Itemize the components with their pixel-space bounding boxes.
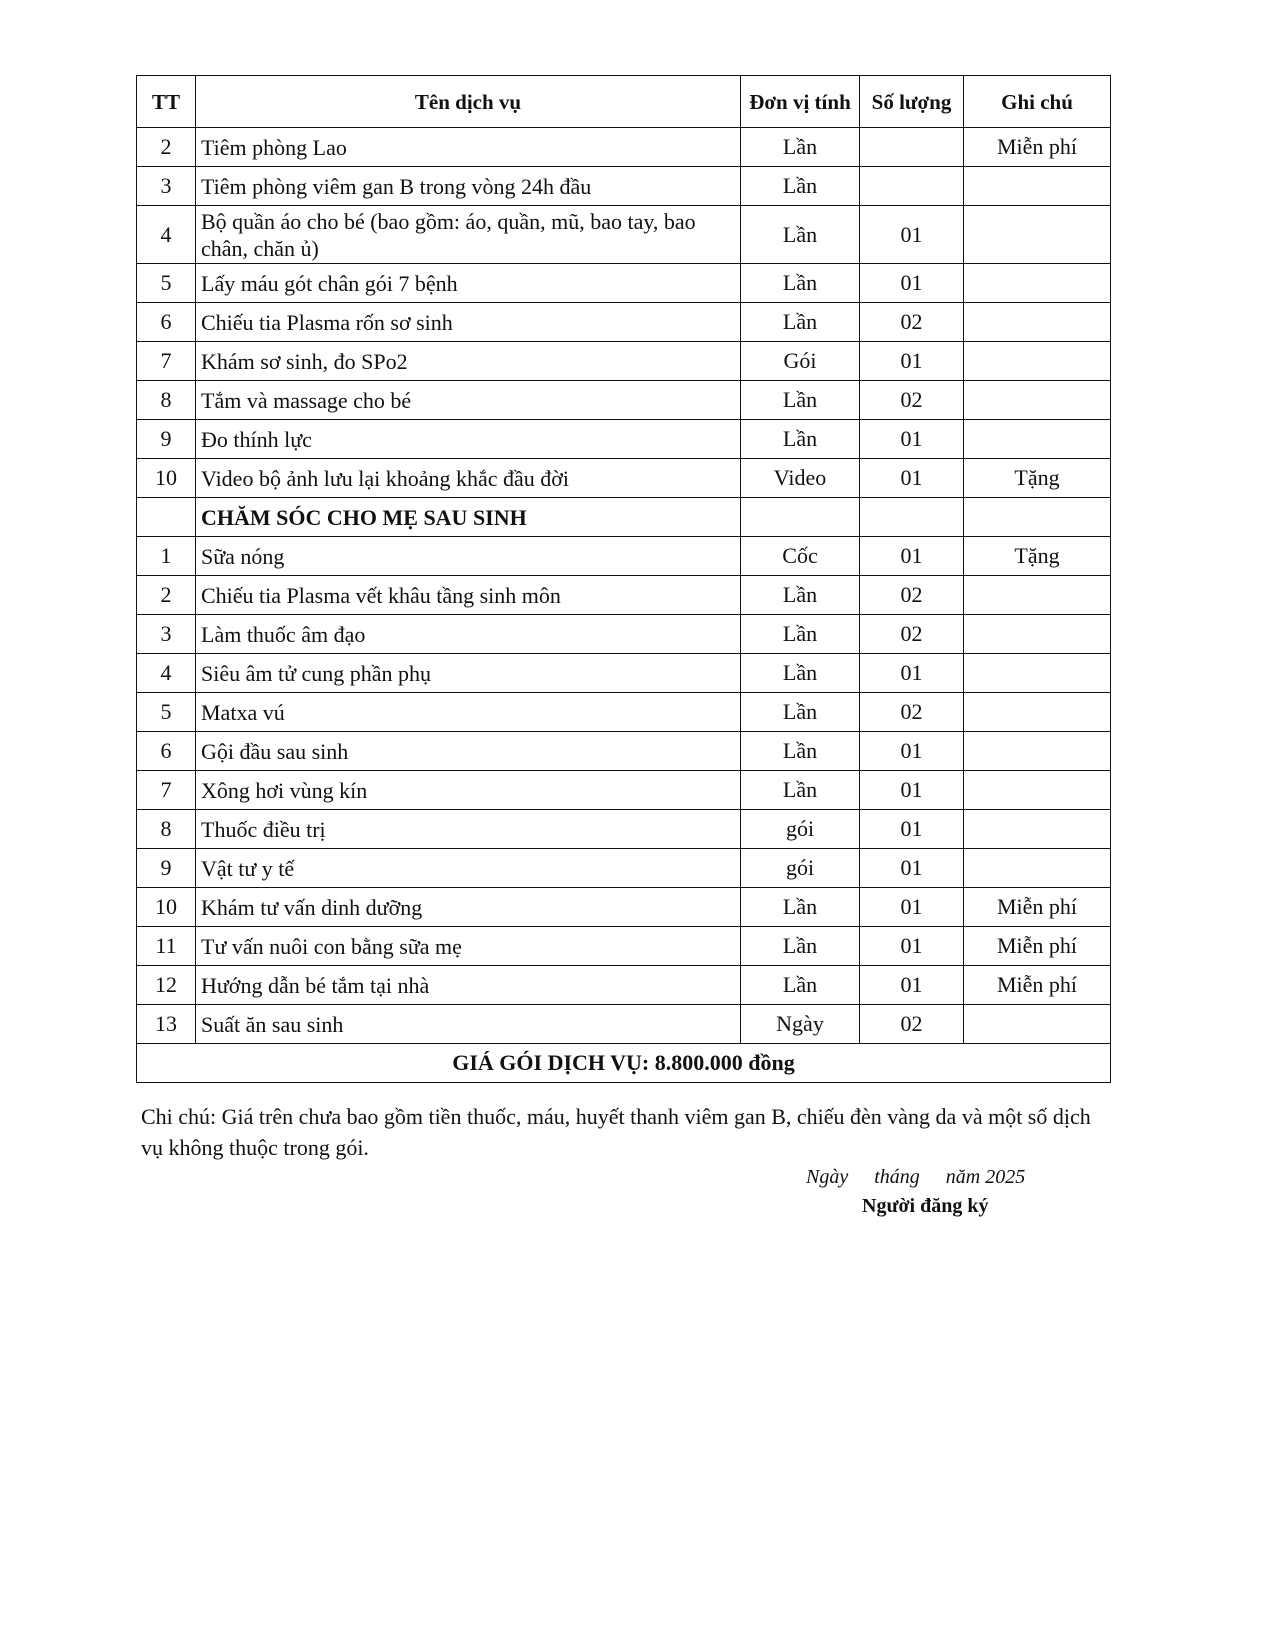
row-tt: 9 [137, 420, 196, 459]
row-tt: 3 [137, 167, 196, 206]
row-name: CHĂM SÓC CHO MẸ SAU SINH [196, 498, 741, 537]
table-row [137, 381, 1111, 420]
table-row [137, 927, 1111, 966]
row-tt: 11 [137, 927, 196, 966]
row-qty: 01 [860, 537, 964, 576]
row-name: Chiếu tia Plasma rốn sơ sinh [196, 303, 741, 342]
row-note [964, 264, 1111, 303]
row-qty: 01 [860, 810, 964, 849]
row-name: Khám tư vấn dinh dưỡng [196, 888, 741, 927]
table-row [137, 167, 1111, 206]
table-row [137, 206, 1111, 264]
row-qty [860, 128, 964, 167]
row-note [964, 303, 1111, 342]
row-note: Tặng [964, 459, 1111, 498]
section-header-row [137, 498, 1111, 537]
row-qty: 01 [860, 771, 964, 810]
row-qty: 02 [860, 1005, 964, 1044]
row-qty: 01 [860, 927, 964, 966]
row-name: Tiêm phòng Lao [196, 128, 741, 167]
row-name: Tư vấn nuôi con bằng sữa mẹ [196, 927, 741, 966]
row-tt: 4 [137, 654, 196, 693]
row-qty: 01 [860, 849, 964, 888]
row-tt: 5 [137, 264, 196, 303]
row-unit: Lần [741, 888, 860, 927]
row-unit [741, 498, 860, 537]
row-unit: Cốc [741, 537, 860, 576]
row-tt: 8 [137, 381, 196, 420]
row-name: Bộ quần áo cho bé (bao gồm: áo, quần, mũ, bao tay, bao chân, chăn ủ) [196, 206, 741, 264]
row-note: Miễn phí [964, 128, 1111, 167]
row-note: Miễn phí [964, 966, 1111, 1005]
row-name: Siêu âm tử cung phần phụ [196, 654, 741, 693]
table-row [137, 1005, 1111, 1044]
row-qty: 01 [860, 459, 964, 498]
row-unit: Lần [741, 615, 860, 654]
row-qty: 02 [860, 615, 964, 654]
header-tt: TT [137, 76, 196, 128]
row-note [964, 167, 1111, 206]
row-note [964, 849, 1111, 888]
row-unit: Video [741, 459, 860, 498]
row-qty: 02 [860, 576, 964, 615]
row-qty: 01 [860, 342, 964, 381]
row-tt [137, 498, 196, 537]
row-tt: 4 [137, 206, 196, 264]
row-note [964, 381, 1111, 420]
table-row [137, 810, 1111, 849]
row-tt: 13 [137, 1005, 196, 1044]
table-row [137, 771, 1111, 810]
row-name: Chiếu tia Plasma vết khâu tầng sinh môn [196, 576, 741, 615]
row-tt: 6 [137, 303, 196, 342]
row-unit: Lần [741, 167, 860, 206]
row-unit: Lần [741, 381, 860, 420]
table-row [137, 615, 1111, 654]
row-tt: 1 [137, 537, 196, 576]
row-unit: Lần [741, 771, 860, 810]
row-note: Miễn phí [964, 888, 1111, 927]
service-table [136, 75, 1111, 1083]
table-row [137, 303, 1111, 342]
row-qty: 02 [860, 303, 964, 342]
row-tt: 2 [137, 576, 196, 615]
table-header-row [137, 76, 1111, 128]
table-row [137, 537, 1111, 576]
row-qty: 01 [860, 888, 964, 927]
row-note [964, 1005, 1111, 1044]
row-tt: 3 [137, 615, 196, 654]
row-name: Tiêm phòng viêm gan B trong vòng 24h đầu [196, 167, 741, 206]
row-note [964, 342, 1111, 381]
row-note [964, 498, 1111, 537]
row-unit: Lần [741, 732, 860, 771]
row-note [964, 615, 1111, 654]
row-tt: 6 [137, 732, 196, 771]
row-note [964, 693, 1111, 732]
row-note [964, 732, 1111, 771]
row-note [964, 420, 1111, 459]
table-row [137, 128, 1111, 167]
row-unit: gói [741, 810, 860, 849]
header-qty: Số lượng [860, 76, 964, 128]
row-tt: 10 [137, 459, 196, 498]
row-name: Gội đầu sau sinh [196, 732, 741, 771]
row-unit: Lần [741, 966, 860, 1005]
table-row [137, 849, 1111, 888]
row-name: Thuốc điều trị [196, 810, 741, 849]
table-row [137, 888, 1111, 927]
row-qty: 01 [860, 264, 964, 303]
row-qty: 02 [860, 693, 964, 732]
row-name: Matxa vú [196, 693, 741, 732]
table-row [137, 576, 1111, 615]
row-note [964, 206, 1111, 264]
row-unit: Lần [741, 303, 860, 342]
row-tt: 7 [137, 342, 196, 381]
row-qty: 01 [860, 654, 964, 693]
row-tt: 7 [137, 771, 196, 810]
row-qty: 01 [860, 732, 964, 771]
table-row [137, 264, 1111, 303]
row-name: Lấy máu gót chân gói 7 bệnh [196, 264, 741, 303]
row-qty [860, 498, 964, 537]
row-unit: Lần [741, 128, 860, 167]
header-name: Tên dịch vụ [196, 76, 741, 128]
row-name: Hướng dẫn bé tắm tại nhà [196, 966, 741, 1005]
row-name: Khám sơ sinh, đo SPo2 [196, 342, 741, 381]
row-note: Miễn phí [964, 927, 1111, 966]
row-note [964, 810, 1111, 849]
footnote: Chi chú: Giá trên chưa bao gồm tiền thuốc, máu, huyết thanh viêm gan B, chiếu đèn vàng da và một số dịch vụ không thuộc trong gói. [141, 1104, 1091, 1160]
total-row [137, 1044, 1111, 1083]
row-name: Video bộ ảnh lưu lại khoảng khắc đầu đời [196, 459, 741, 498]
header-unit: Đơn vị tính [741, 76, 860, 128]
row-unit: Lần [741, 927, 860, 966]
row-tt: 8 [137, 810, 196, 849]
table-body [137, 128, 1111, 1044]
date-year-label: năm 2025 [945, 1166, 1026, 1188]
table-row [137, 693, 1111, 732]
row-unit: gói [741, 849, 860, 888]
signer-label: Người đăng ký [862, 1195, 989, 1217]
date-day-label: Ngày [806, 1166, 849, 1188]
row-qty: 01 [860, 206, 964, 264]
row-unit: Lần [741, 206, 860, 264]
row-name: Đo thính lực [196, 420, 741, 459]
row-unit: Gói [741, 342, 860, 381]
row-qty: 01 [860, 966, 964, 1005]
row-tt: 9 [137, 849, 196, 888]
total-price: GIÁ GÓI DỊCH VỤ: 8.800.000 đồng [137, 1044, 1111, 1083]
row-qty: 02 [860, 381, 964, 420]
header-note: Ghi chú [964, 76, 1111, 128]
row-name: Tắm và massage cho bé [196, 381, 741, 420]
row-unit: Lần [741, 576, 860, 615]
row-unit: Lần [741, 264, 860, 303]
table-row [137, 459, 1111, 498]
table-row [137, 654, 1111, 693]
signature-date [806, 1166, 1051, 1189]
row-unit: Lần [741, 693, 860, 732]
row-note [964, 654, 1111, 693]
table-row [137, 966, 1111, 1005]
row-note [964, 771, 1111, 810]
row-tt: 5 [137, 693, 196, 732]
row-name: Suất ăn sau sinh [196, 1005, 741, 1044]
row-unit: Ngày [741, 1005, 860, 1044]
row-tt: 10 [137, 888, 196, 927]
row-unit: Lần [741, 420, 860, 459]
row-name: Xông hơi vùng kín [196, 771, 741, 810]
date-month-label: tháng [874, 1166, 920, 1188]
row-qty: 01 [860, 420, 964, 459]
row-name: Vật tư y tế [196, 849, 741, 888]
row-qty [860, 167, 964, 206]
row-name: Sữa nóng [196, 537, 741, 576]
row-note: Tặng [964, 537, 1111, 576]
row-tt: 2 [137, 128, 196, 167]
row-tt: 12 [137, 966, 196, 1005]
table-row [137, 342, 1111, 381]
row-name: Làm thuốc âm đạo [196, 615, 741, 654]
table-row [137, 420, 1111, 459]
table-row [137, 732, 1111, 771]
row-unit: Lần [741, 654, 860, 693]
row-note [964, 576, 1111, 615]
